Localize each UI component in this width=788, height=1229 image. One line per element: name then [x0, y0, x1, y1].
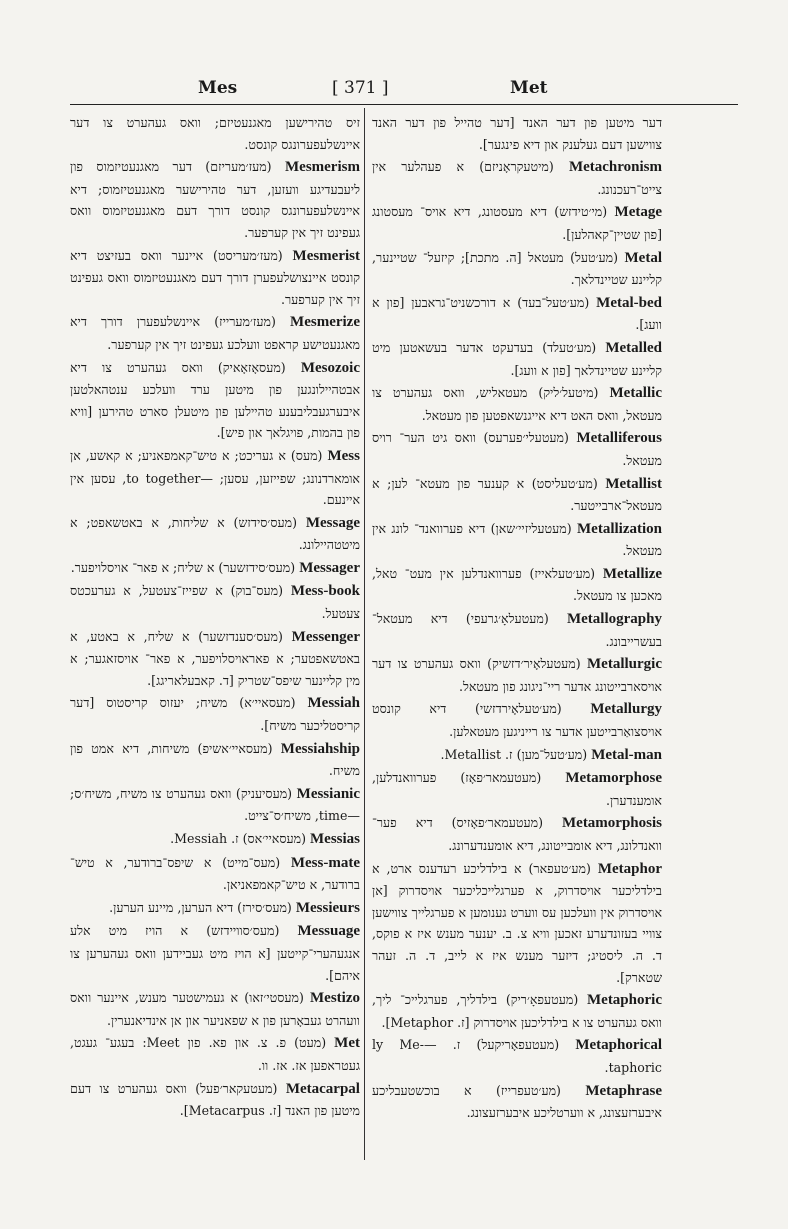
dictionary-entry: [372, 989, 662, 1033]
entry-pronunciation: (מעסטי׳זאו): [244, 990, 304, 1006]
dictionary-entry: [70, 357, 360, 444]
entry-pronunciation: (מעטעמאר׳פאָזיס): [451, 815, 544, 831]
dictionary-entry: [70, 828, 360, 851]
entry-pronunciation: (מעס׳סידזשער): [218, 559, 296, 575]
dictionary-entry: [372, 744, 662, 767]
entry-headword: Metachronism: [568, 159, 662, 176]
entry-definition: א שפייז־צעטעל, א גערעכטס צעטעל.: [70, 583, 360, 622]
dictionary-entry: [372, 1034, 662, 1078]
entry-pronunciation: (מיטעקראָניזם): [479, 159, 554, 175]
dictionary-entry: [372, 812, 662, 856]
entry-pronunciation: (מעס׳סוויידזש): [206, 923, 280, 939]
entry-pronunciation: (מע׳טעפרייז): [495, 1082, 561, 1098]
dictionary-entry: [372, 563, 662, 607]
entry-headword: Metamorphosis: [562, 815, 662, 832]
page-number: [ 371 ]: [332, 78, 389, 98]
entry-definition: פ. צ. און פא. פון Meet: בעגע־ געגט, געטראפען אז. אז. וו.: [70, 1035, 360, 1073]
entry-pronunciation: (מעס־מייט): [222, 854, 281, 870]
entry-pronunciation: (מע׳טעליסט): [531, 475, 598, 491]
entry-definition: בעדעקט אדער בעשאטען מיט קליינע שטיינדלאך [פון א וועג].: [372, 339, 662, 378]
dictionary-entry: [70, 512, 360, 556]
entry-definition: א פעהלער אין צייט־רעכנונג.: [372, 159, 662, 197]
entry-pronunciation: (מעסאָזאָאיק): [217, 359, 286, 375]
entry-headword: Metallist: [605, 475, 662, 492]
entry-pronunciation: (מעטעקאר׳פעל): [195, 1080, 278, 1096]
entry-headword: Mestizo: [310, 990, 360, 1007]
dictionary-entry: [70, 557, 360, 580]
dictionary-entry: [70, 987, 360, 1031]
entry-pronunciation: (מעטעפאָ׳ריק): [505, 992, 579, 1008]
entry-definition: מעטאליש, וואס געהערט צו מעטאל, וואס האט דיא אייגנשאפטען פון מעטאל.: [372, 385, 662, 423]
entry-headword: Metaphrase: [585, 1082, 662, 1099]
entry-definition: וואס געהערט צו דעם מיטען פון האנד [ז. Metacarpus].: [70, 1080, 360, 1119]
dictionary-entry: [372, 382, 662, 426]
entry-definition: א בוכשטעבליכע איבערזעצונג, א ווערטליכע איבערזעצונג.: [372, 1082, 662, 1121]
entry-definition: א הויז מיט אלע אנגעהערי־קייטען [א הויז מיט געביידען וואס געהערען צו איהם].: [70, 923, 360, 983]
entry-definition: דיא הערען, מיינע הערען.: [109, 899, 234, 915]
entry-pronunciation: (מע׳טעלאייז): [529, 565, 596, 581]
entry-headword: Messias: [310, 831, 360, 847]
entry-definition: וואס געהערט צו דיא אבטהיילונגען פון מיטען ערד וועלכע ענטהאלטען איבערגעבליבענע טהיילען פון מיטעלן סארט טהירען [וויא פון בהמות, פויגלאך און פיש].: [70, 359, 360, 441]
dictionary-entry: [70, 156, 360, 243]
entry-headword: Metallic: [609, 385, 662, 402]
left-column: [70, 112, 360, 1123]
entry-headword: Mesmerist: [292, 247, 360, 264]
dictionary-entry: [372, 698, 662, 742]
entry-headword: Mess: [327, 447, 360, 464]
entry-headword: Metallurgic: [587, 656, 662, 673]
entry-headword: Metallography: [566, 611, 662, 628]
dictionary-entry: [70, 445, 360, 511]
dictionary-entry: [70, 112, 360, 155]
entry-definition: דיא פער־ וואנדלונג, דיא אומבייטונג, דיא אומענדערונג.: [372, 815, 662, 853]
entry-definition: דיא קונסט אויסצואַרבייטען אדער צו רייניגען מעטאלען.: [372, 701, 662, 740]
entry-headword: Messenger: [291, 628, 360, 645]
entry-headword: Metaphorical: [575, 1037, 662, 1054]
entry-definition: מעטאל [ה. מתכת]; קיזעל־ שטיינער, קליינע שטיינדלאך.: [372, 249, 662, 288]
entry-definition: דער מאגנעטיזמוס פון ליעבעדיגע וועזען, דער טהירישער מאגנעטיזמוס; דיא איינשלעפערונגס קונסט דורך דעם מאגנעטיזמוס וואס געפינט זיך אין קערפער.: [70, 159, 360, 240]
entry-headword: Metal-bed: [596, 294, 662, 311]
dictionary-entry: [372, 608, 662, 652]
entry-definition: דיא מעטאל־ בעשרייבונג.: [372, 611, 662, 649]
entry-headword: Metage: [614, 204, 662, 221]
entry-headword: Mess-mate: [290, 854, 360, 871]
dictionary-entry: [372, 767, 662, 811]
entry-pronunciation: (מעסאיי׳אשיפ): [197, 740, 273, 756]
header-rule: [70, 104, 738, 105]
dictionary-entry: [372, 292, 662, 336]
entry-headword: Metallurgy: [590, 701, 662, 718]
running-head-right: Met: [510, 78, 548, 98]
dictionary-entry: [372, 247, 662, 291]
entry-definition: פערוואנדלען, אומענדערן.: [372, 770, 662, 808]
entry-definition: דער מיטען פון דער האנד [דער טהייל פון דער האנד צווישען דעם געלענק און דיא פינגער].: [372, 115, 662, 152]
entry-headword: Metal: [624, 249, 662, 266]
entry-headword: Metalled: [605, 339, 662, 356]
entry-pronunciation: (מעס׳סירז): [237, 899, 292, 915]
entry-pronunciation: (מעטעלאָ׳גרעפי): [465, 611, 549, 627]
entry-headword: Met: [334, 1035, 360, 1052]
entry-pronunciation: (מעט): [294, 1035, 327, 1051]
entry-definition: א קענער פון מעטא־ לען; א מעטאל־ארבייטער.: [372, 475, 662, 514]
entry-pronunciation: (מי׳טידזש): [554, 204, 608, 220]
entry-definition: א שליח; א פאר־ אויסלויפער.: [70, 559, 215, 575]
dictionary-entry: [372, 112, 662, 155]
entry-headword: Messiah: [307, 695, 360, 712]
entry-headword: Messiahship: [280, 740, 360, 757]
entry-headword: Metacarpal: [285, 1080, 360, 1097]
page-header: [70, 78, 738, 104]
right-column: [372, 112, 662, 1125]
entry-definition: א שליח, א באטע, א באטשאפטער; א פאראויסלויפער, א פאר־ אויסזאגער; א מין קליינער שיפס־שטריק [ד. קאבעלאריגג].: [70, 628, 360, 688]
entry-headword: Mesmerize: [290, 314, 360, 331]
entry-definition: א שיפס־ברודער, א טיש־ ברודער, א טיש־קאמפאניאן.: [70, 854, 360, 893]
entry-pronunciation: (מיטעל׳ליק): [538, 385, 599, 401]
entry-headword: Messuage: [297, 923, 360, 940]
entry-pronunciation: (מע׳טעל־בעד): [517, 294, 590, 310]
entry-pronunciation: (מעס׳סידזש): [233, 514, 297, 530]
entry-definition: ז. Messiah.: [170, 831, 239, 846]
dictionary-entry: [372, 337, 662, 381]
dictionary-entry: [372, 156, 662, 200]
entry-headword: Messager: [299, 559, 360, 576]
dictionary-entry: [70, 897, 360, 920]
dictionary-entry: [70, 783, 360, 827]
dictionary-entry: [372, 653, 662, 697]
entry-headword: Metalliferous: [576, 430, 662, 447]
dictionary-entry: [70, 852, 360, 896]
dictionary-entry: [372, 427, 662, 471]
entry-pronunciation: (מע׳טעל): [570, 249, 619, 265]
entry-headword: Metaphoric: [587, 992, 662, 1009]
dictionary-entry: [372, 518, 662, 562]
entry-definition: פערוואנדלען אין מעט־ טאל, מאכען צו מעטאל.: [372, 565, 662, 604]
entry-pronunciation: (מעסיעניק): [235, 785, 293, 801]
entry-headword: Metaphor: [597, 860, 662, 877]
entry-definition: ז. Metallist.: [440, 746, 513, 762]
entry-pronunciation: (מעס): [290, 447, 323, 463]
entry-headword: Metallize: [602, 565, 663, 582]
entry-headword: Metallization: [577, 520, 662, 537]
entry-pronunciation: (מע׳טעלד): [542, 339, 597, 355]
entry-pronunciation: (מעז׳מעריזם): [205, 159, 272, 175]
entry-pronunciation: (מעז׳מעריסט): [213, 247, 283, 263]
entry-headword: Metal-man: [591, 746, 662, 763]
entry-pronunciation: (מע׳טעל־מען): [516, 746, 588, 762]
entry-headword: Metamorphose: [565, 770, 662, 787]
entry-headword: Messianic: [296, 785, 360, 802]
entry-definition: א דורכשניט־גראבען [פון א וועג].: [372, 294, 662, 333]
dictionary-entry: [70, 920, 360, 986]
dictionary-entry: [70, 580, 360, 624]
dictionary-entry: [70, 1032, 360, 1076]
column-divider: [364, 108, 365, 1160]
entry-definition: וואס גיט הער־ רויס מעטאל.: [372, 430, 662, 468]
entry-pronunciation: (מעס׳סענדזשער): [198, 628, 283, 644]
entry-headword: Message: [305, 514, 361, 531]
entry-pronunciation: (מעטעלי׳פערעס): [483, 430, 569, 446]
dictionary-entry: [70, 626, 360, 692]
dictionary-entry: [70, 311, 360, 355]
entry-definition: דיא פערוואנד־ לונג אין מעטאל.: [372, 520, 662, 559]
entry-pronunciation: (מעטעמאר׳פאָז): [460, 770, 542, 786]
entry-headword: Mess-book: [290, 583, 360, 600]
dictionary-entry: [372, 201, 662, 245]
entry-definition: א געריכט; א טיש־קאמפאניע; א קאשע, אן אומארדנונג; שפייזען, עסען; —to together, עסען אין איינעם.: [70, 447, 360, 508]
entry-headword: Messieurs: [295, 899, 360, 916]
entry-definition: איינער וואס בעזיצט דיא קונסט איינצושלעפערן דורך דעם מאגנעטיזמוס וואס געפינט זיך אין קערפער.: [70, 247, 360, 307]
entry-definition: וואס געהערט צו דער אויסארבייטונג אדער ריי־ניגונג פון מעטאל.: [372, 656, 662, 694]
entry-definition: א שליחות, א באטשאפט; א מיטטהיילונג.: [70, 514, 360, 553]
dictionary-entry: [70, 1078, 360, 1122]
entry-headword: Mesozoic: [300, 359, 360, 376]
entry-pronunciation: (מעטעליזיי׳שאן): [490, 520, 572, 536]
entry-definition: דיא מעסטונג, דיא אויס־ מעסטונג [פון שטיין־קאהלען].: [372, 204, 662, 242]
entry-definition: משיח; יעזוס קריסטוס [דער קריסטליכער משיח].: [70, 695, 360, 734]
entry-definition: וואס געהערט צו משיח, משיח׳ס; —time, משיח׳ס־צייט.: [70, 785, 360, 824]
entry-pronunciation: (מעטעלאָיר׳דזשיק): [487, 656, 581, 672]
dictionary-entry: [70, 245, 360, 311]
entry-pronunciation: (מעטעפאָריקעל): [476, 1037, 560, 1053]
entry-pronunciation: (מעס־בוק): [230, 583, 284, 599]
entry-pronunciation: (מע׳טעלאָירדזשי): [474, 701, 562, 717]
entry-pronunciation: (מע׳טעפאר): [528, 860, 591, 876]
running-head-left: Mes: [198, 78, 238, 98]
dictionary-entry: [70, 738, 360, 782]
entry-definition: איינשלעפערן דורך דיא מאגנעטישע קראפט וועלכע געפינט זיך אין קערפער.: [70, 314, 360, 352]
entry-pronunciation: (מעסאיי׳א): [239, 695, 296, 711]
entry-pronunciation: (מעסאיי׳אס): [242, 831, 306, 846]
dictionary-entry: [70, 692, 360, 736]
entry-definition: משיחות, דיא אמט פון משיח.: [70, 740, 360, 779]
entry-definition: זיס טהירישען מאגנעטיזם; וואס געהערט צו דער איינשלעפערונגס קונסט.: [70, 115, 360, 152]
dictionary-entry: [372, 858, 662, 989]
entry-definition: א בילדליכע רעדענס ארט, א בילדליכער אויסדרוק, א פערגלייכליכער אויסדרוק [אן אויסדרוק אין וועלכען עס ווערט גענומען א פערגלייך צווישען צוויי בעזונדערע זאכען וויא צ. ב. יענער מענש איז א פוקס, ד. ה. ליסטיג; דיזער מענש איז א לייב, ד. ה. זעהר שטארק].: [372, 860, 662, 985]
entry-definition: בילדליך, פערגלייכ־ ליך, וואס געהערט צו א בילדליכען אויסדרוק [ז. Metaphor].: [372, 992, 662, 1030]
dictionary-entry: [372, 473, 662, 517]
entry-headword: Mesmerism: [285, 159, 360, 176]
entry-definition: ז. —ly Me- taphoric.: [372, 1037, 662, 1075]
dictionary-entry: [372, 1080, 662, 1124]
entry-definition: א געמישטער מענש, איינער וואס וועהרט געבאָרען פון א שפאניער און אן אינדיאנערין.: [70, 990, 360, 1028]
entry-pronunciation: (מעז׳מערייז): [214, 314, 276, 330]
